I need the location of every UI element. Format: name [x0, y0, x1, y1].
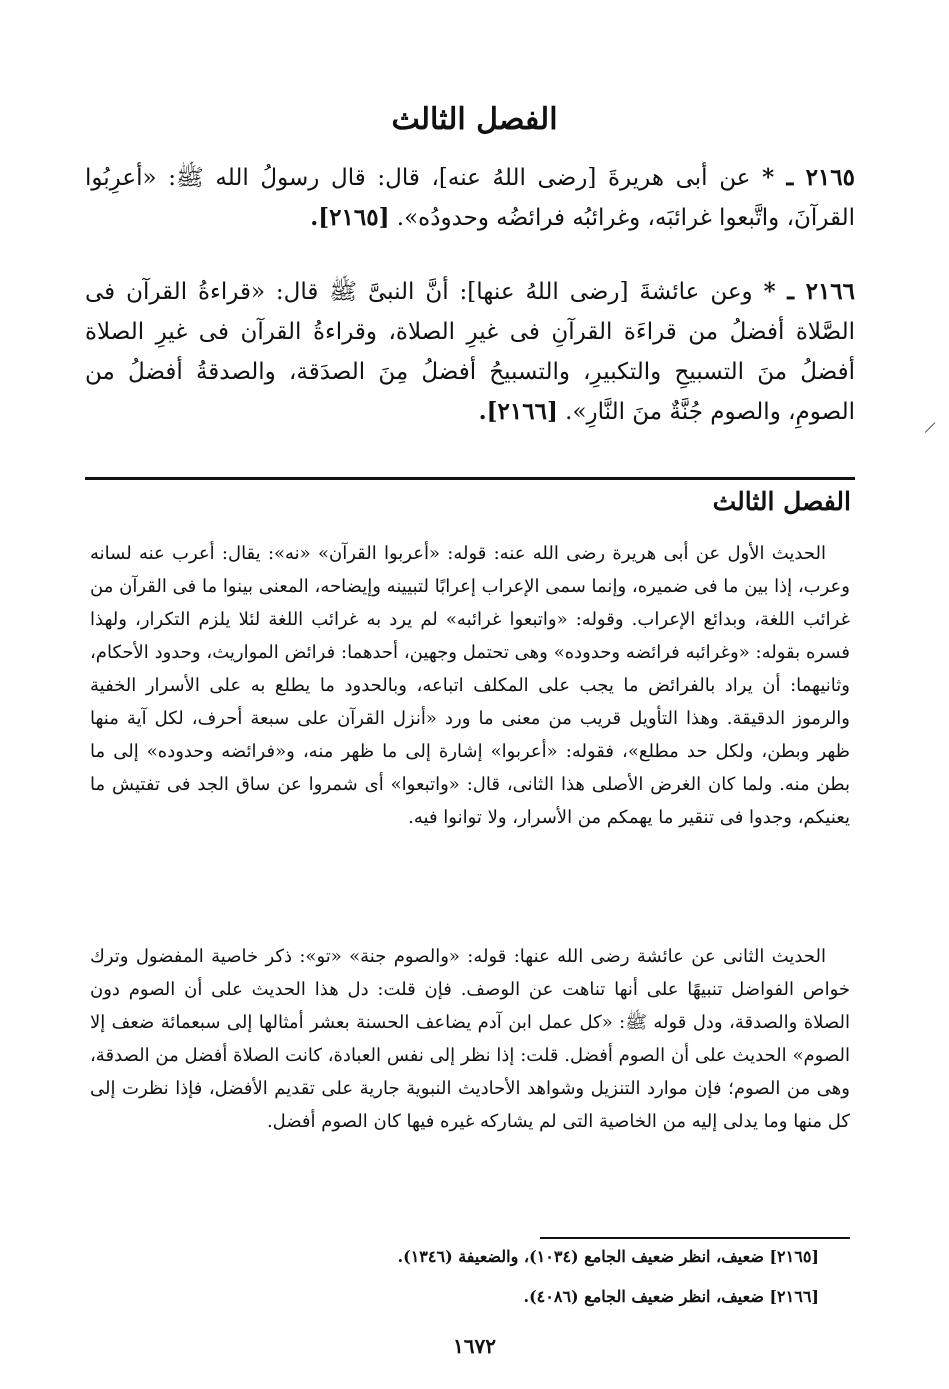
section-divider [85, 477, 855, 480]
hadith-text: عن أبى هريرةَ [رضى اللهُ عنه]، قال: قال رسولُ الله ﷺ: «أعرِبُوا القرآنَ، واتَّبعوا غرائبَه، وغرائبُه فرائضُه وحدودُه». [85, 165, 855, 231]
page-number: ١٦٧٢ [453, 1334, 496, 1358]
hadith-number: ٢١٦٥ ـ * [762, 164, 855, 191]
hadith-2165 [85, 158, 855, 238]
margin-pencil-mark [925, 422, 946, 443]
commentary-paragraph-2: الحديث الثانى عن عائشة رضى الله عنها: قوله: «والصوم جنة» «تو»: ذكر خاصية المفضول وترك خواص الفواضل تنبيهًا على أنها تناهت عن الوصف. فإن قلت: دل هذا الحديث على أن الصوم دون الصلاة والصدقة، ودل قوله ﷺ: «كل عمل ابن آدم يضاعف الحسنة بعشر أمثالها إلى سبعمائة ضعف إلا الصوم» الحديث على أن الصوم أفضل. قلت: إذا نظر إلى نفس العبادة، كانت الصلاة أفضل من الصدقة، وهى من الصوم؛ فإن موارد التنزيل وشواهد الأحاديث النبوية جارية على تقديم الأفضل، فإذا نظرت إلى كل منها وما يدلى إليه من الخاصية التى لم يشاركه غيره فيها كان الصوم أفضل. [90, 946, 850, 1132]
hadith-text: وعن عائشةَ [رضى اللهُ عنها]: أنَّ النبىَّ ﷺ قال: «قراءةُ القرآن فى الصَّلاة أفضلُ من قراءَة القرآنِ فى غيرِ الصلاة، وقراءةُ القرآن فى غيرِ الصلاة أفضلُ منَ التسبيحِ والتكبيرِ، والتسبيحُ أفضلُ مِنَ الصدَقة، والصدقةُ أفضلُ من الصومِ، والصوم جُنَّةٌ منَ النَّارِ». [85, 279, 855, 425]
hadith-reference: [٢١٦٥]. [310, 204, 390, 231]
hadith-2166 [85, 272, 855, 432]
footnote-rule [540, 1237, 850, 1239]
footnote-2166: [٢١٦٦] ضعيف، انظر ضعيف الجامع (٤٠٨٦). [523, 1287, 819, 1306]
chapter-title: الفصل الثالث [391, 102, 558, 137]
footnote-2165: [٢١٦٥] ضعيف، انظر ضعيف الجامع (١٠٣٤)، والضعيفة (١٣٤٦). [397, 1247, 819, 1266]
hadith-reference: [٢١٦٦]. [478, 398, 558, 425]
hadith-number: ٢١٦٦ ـ * [763, 278, 856, 305]
commentary-paragraph-1: الحديث الأول عن أبى هريرة رضى الله عنه: قوله: «أعربوا القرآن» «نه»: يقال: أعرب عنه لسانه وعرب، إذا بين ما فى ضميره، وإنما سمى الإعراب إعرابًا لتبيينه وإيضاحه، المعنى بينوا ما فى القرآن من غرائب اللغة، وبدائع الإعراب. وقوله: «واتبعوا غرائبه» لم يرد به غرائب اللغة لئلا يلزم التكرار، ولهذا فسره بقوله: «وغرائبه فرائضه وحدوده» وهى تحتمل وجهين، أحدهما: فرائض المواريث، وحدود الأحكام، وثانيهما: أن يراد بالفرائض ما يجب على المكلف اتباعه، وبالحدود ما يطلع به على الأسرار الخفية والرموز الدقيقة. وهذا التأويل قريب من معنى ما ورد «أنزل القرآن على سبعة أحرف، لكل آية منها ظهر وبطن، ولكل حد مطلع»، فقوله: «أعربوا» إشارة إلى ما ظهر منه، و«فرائضه وحدوده» إلى ما بطن منه. ولما كان الغرض الأصلى هذا الثانى، قال: «واتبعوا» أى شمروا عن ساق الجد فى تفتيش ما يعنيكم، وجدوا فى تنقير ما يهمكم من الأسرار، ولا توانوا فيه. [90, 543, 850, 828]
commentary-title: الفصل الثالث [712, 487, 851, 516]
